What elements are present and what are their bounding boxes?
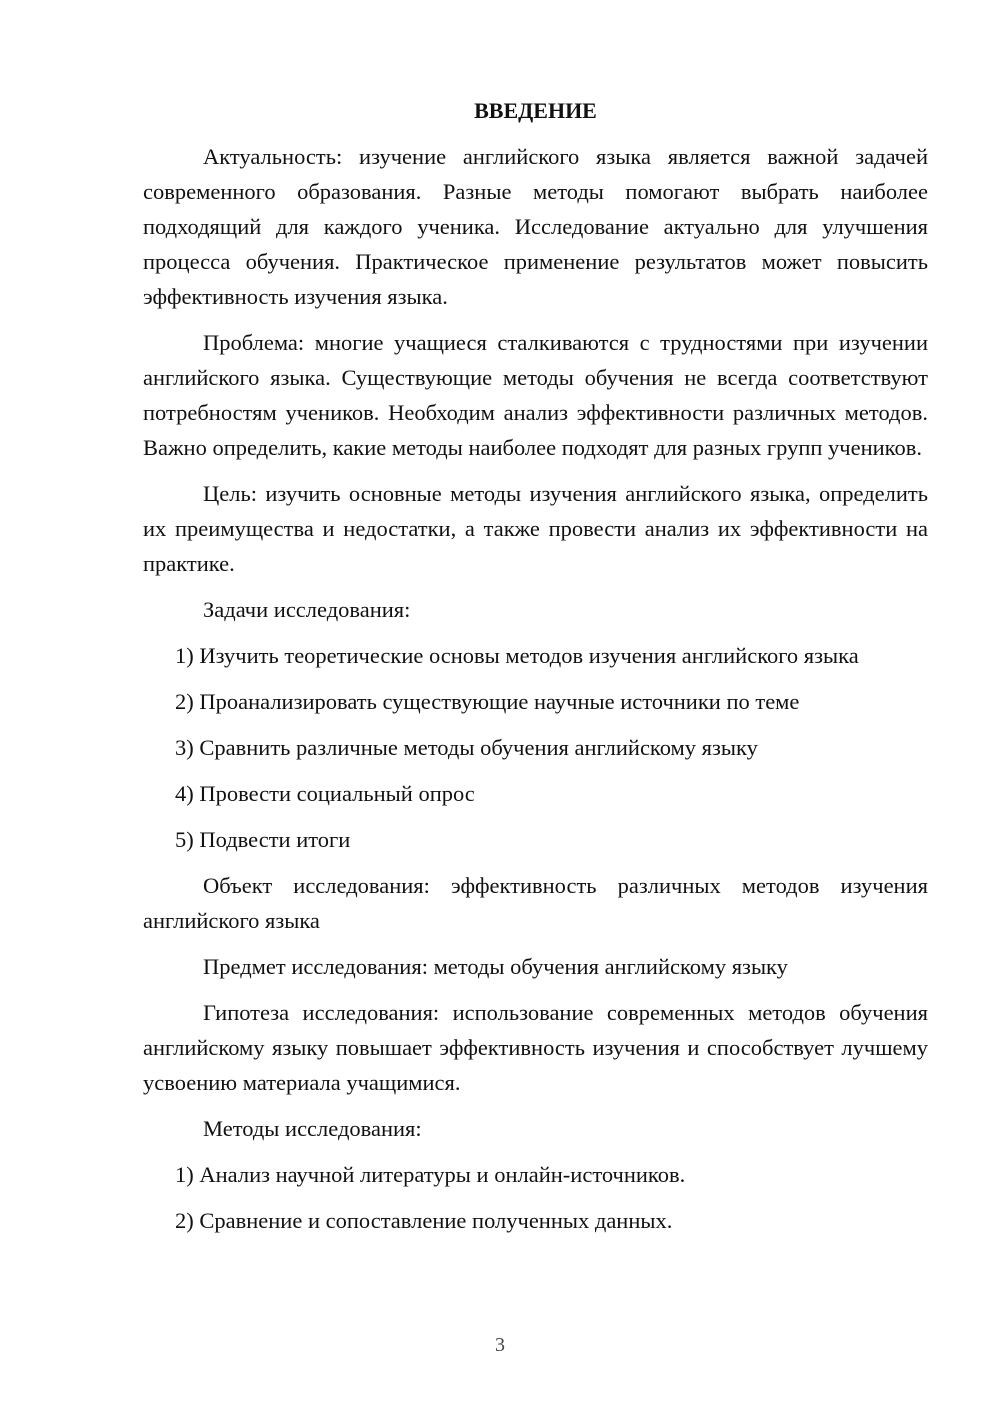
subject-paragraph: Предмет исследования: методы обучения английскому языку: [203, 954, 788, 979]
hypothesis-paragraph: Гипотеза исследования: использование современных методов обучения английскому языку повышает эффективность изучения и способствует лучшему усвоению материала учащимися.: [143, 1000, 928, 1095]
object-paragraph: Объект исследования: эффективность различных методов изучения английского языка: [143, 873, 928, 933]
task-item: 2) Проанализировать существующие научные источники по теме: [175, 689, 800, 714]
goal-paragraph: Цель: изучить основные методы изучения английского языка, определить их преимущества и недостатки, а также провести анализ их эффективности на практике.: [143, 481, 928, 576]
tasks-heading: Задачи исследования:: [203, 597, 411, 622]
task-item: 3) Сравнить различные методы обучения английскому языку: [175, 735, 758, 760]
method-item: 2) Сравнение и сопоставление полученных данных.: [175, 1208, 673, 1233]
problem-paragraph: Проблема: многие учащиеся сталкиваются с трудностями при изучении английского языка. Существующие методы обучения не всегда соответствуют потребностям учеников. Необходим анализ эффективности различных методов. Важно определить, какие методы наиболее подходят для разных групп учеников.: [143, 330, 928, 460]
task-item: 5) Подвести итоги: [175, 827, 351, 852]
relevance-paragraph: Актуальность: изучение английского языка является важной задачей современного образования. Разные методы помогают выбрать наиболее подходящий для каждого ученика. Исследование актуально для улучшения процесса обучения. Практическое применение результатов может повысить эффективность изучения языка.: [143, 144, 928, 309]
methods-heading: Методы исследования:: [203, 1116, 422, 1141]
page-number: 3: [495, 1334, 505, 1356]
page-title: ВВЕДЕНИЕ: [474, 98, 597, 123]
document-page: [143, 96, 928, 1249]
task-item: 4) Провести социальный опрос: [175, 781, 475, 806]
task-item: 1) Изучить теоретические основы методов изучения английского языка: [175, 643, 859, 668]
method-item: 1) Анализ научной литературы и онлайн-источников.: [175, 1162, 686, 1187]
